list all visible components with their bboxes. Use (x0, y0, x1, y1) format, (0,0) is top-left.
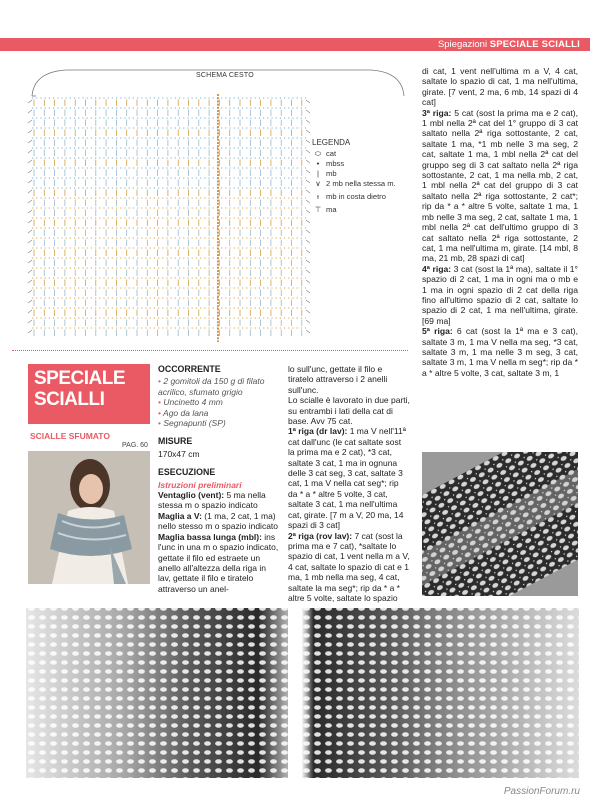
list-item (158, 418, 280, 428)
chart-mark (28, 330, 32, 333)
chart-mark (28, 270, 32, 273)
row-text: 6 cat (sost la 1ª ma e 3 cat), saltate 3 m, 1 ma V nella ma seg, *3 cat, saltate 3 m, 1 ma nelle 3 m seg, 3 cat, saltate 3 m, 1 ma V nella m seg*; rip da * a * altre 5 volte, 3 cat, saltate 3 m, 1 (422, 326, 578, 378)
chart-mark (28, 250, 32, 253)
chart-mark (306, 260, 310, 263)
chart-title: SCHEMA CESTO (196, 72, 254, 79)
chart-mark (306, 220, 310, 223)
paragraph (422, 326, 578, 378)
paragraph: di cat, 1 vent nell'ultima m a V, 4 cat, saltate lo spazio di cat, 1 ma nell'ultima, girate. [7 vent, 2 ma, 6 mb, 14 spazi di 4 cat] (422, 66, 578, 108)
section-heading: OCCORRENTE (158, 364, 221, 374)
chart-mark (306, 110, 310, 113)
chart-mark (306, 100, 310, 103)
chart-mark (306, 310, 310, 313)
chart-mark (306, 320, 310, 323)
term-text: 5 ma nella stessa m o spazio indicato (158, 490, 266, 511)
chart-mark (306, 150, 310, 153)
paragraph (158, 490, 280, 511)
legend-label: mbss (326, 159, 345, 168)
chart-mark (28, 120, 32, 123)
chart-mark (28, 190, 32, 193)
term-text: (1 ma, 2 cat, 1 ma) nello stesso m o spazio indicato (158, 510, 279, 532)
watermark: PassionForum.ru (503, 786, 580, 797)
legend-item (312, 159, 402, 169)
row-label: 1ª riga (dr lav): (288, 426, 348, 437)
banner-line: SPECIALE (34, 368, 126, 389)
section-heading: ESECUZIONE (158, 467, 216, 478)
crochet-chart (26, 64, 411, 350)
material-text: Uncinetto 4 mm (163, 397, 223, 408)
chart-mark (28, 130, 32, 133)
chart-mark (306, 210, 310, 213)
term-label: Maglia a V: (158, 510, 202, 521)
materials-column (158, 364, 280, 594)
t-icon: ⊤ (314, 205, 322, 214)
chart-mark (28, 310, 32, 313)
chart-mark (306, 120, 310, 123)
chart-mark (28, 180, 32, 183)
special-banner (28, 364, 150, 424)
section-title: SPECIALE SCIALLI (489, 39, 580, 50)
legend-label: mb (326, 169, 337, 178)
material-text: 2 gomitoli da 150 g di filato acrilico, sfumato grigio (158, 376, 265, 397)
subheading: Istruzioni preliminari (158, 479, 242, 490)
material-text: Ago da lana (163, 407, 209, 418)
list-item (158, 397, 280, 407)
chart-mark (306, 190, 310, 193)
section-label: Spiegazioni (437, 39, 488, 50)
dot-icon: • (316, 159, 320, 168)
legend-label: 2 mb nella stessa m. (326, 179, 396, 188)
term-label: Ventaglio (vent): (158, 490, 225, 501)
row-text: 3 cat (sost la 1ª ma), saltate il 1° spazio di 2 cat, 1 ma in ogni ma o mb e 1 ma in ogni spazio di 2 cat della riga fino all'ultimo spazio di 2 cat, saltate lo spazio di 2 cat, 1 ma nell'ultima, girate. [69 ma] (422, 263, 578, 326)
paragraph (158, 511, 280, 532)
instructions-middle-column (288, 364, 410, 603)
chart-mark (306, 300, 310, 303)
legend-item (312, 205, 402, 215)
chart-mark (306, 160, 310, 163)
chart-mark (306, 140, 310, 143)
section-heading: MISURE (158, 436, 193, 447)
legend-label: ma (326, 205, 337, 214)
chart-mark (28, 140, 32, 143)
chart-mark (28, 300, 32, 303)
legend-title: LEGENDA (312, 138, 351, 147)
row-label: 5ª riga: (422, 326, 453, 337)
chart-mark (28, 230, 32, 233)
chart-mark (28, 290, 32, 293)
paragraph (158, 532, 280, 594)
chart-mark (306, 240, 310, 243)
material-text: Segnapunti (SP) (163, 418, 226, 429)
chart-mark (28, 160, 32, 163)
bullet-icon: • (158, 376, 161, 387)
chart-mark (28, 100, 32, 103)
paragraph: lo sull'unc, gettate il filo e tiratelo attraverso i 2 anelli sull'unc. (288, 364, 388, 395)
row-text: 7 cat (sost la prima ma e 7 cat), *saltate lo spazio di cat, 1 vent nella m a V, 4 cat, saltate lo spazio di cat e 1 ma, 1 mb nella ma seg, 4 cat, saltate la ma seg*; rip da * a * altre 5 volte, saltate lo spazio (288, 530, 410, 603)
paragraph (288, 426, 410, 530)
post-icon: ᵼ (317, 192, 319, 201)
chart-mark (306, 180, 310, 183)
legend (312, 138, 402, 215)
legend-item (312, 149, 402, 159)
chart-mark (306, 200, 310, 203)
chart-mark (306, 330, 310, 333)
chart-mark (306, 230, 310, 233)
term-text: ins l'unc in una m o spazio indicato, gettate il filo ed estraete un anello all'altezza della riga in lav, gettate il filo e tiratelo attraverso un anel- (158, 531, 279, 594)
chart-mark (28, 240, 32, 243)
chart-mark (306, 270, 310, 273)
instructions-right-column (422, 66, 578, 378)
legend-item (312, 192, 402, 202)
row-label: 4ª riga: (422, 263, 452, 274)
chart-mark (28, 200, 32, 203)
paragraph (422, 108, 578, 264)
chart-mark (28, 280, 32, 283)
legend-label: mb in costa dietro (326, 192, 386, 201)
header-bar (0, 38, 590, 51)
v-icon: ∨ (315, 179, 321, 188)
chart-mark (306, 280, 310, 283)
chart-mark (306, 130, 310, 133)
paragraph (422, 264, 578, 326)
chart-mark (28, 320, 32, 323)
chart-mark (306, 170, 310, 173)
shawl-photo (26, 604, 579, 784)
article-subtitle: SCIALLE SFUMATO (30, 431, 110, 441)
chart-mark (28, 150, 32, 153)
paragraph: Lo scialle è lavorato in due parti, su entrambi i lati della cat di base. Avv 75 cat. (288, 395, 410, 427)
term-label: Maglia bassa lunga (mbl): (158, 531, 262, 542)
bullet-icon: • (158, 407, 161, 418)
chart-mark (28, 220, 32, 223)
section-header (438, 38, 580, 51)
page-reference: PAG. 60 (122, 442, 148, 449)
ellipse-icon: ⬭ (314, 149, 322, 158)
bullet-icon: • (158, 397, 161, 408)
chart-mark (306, 290, 310, 293)
chart-mark (28, 170, 32, 173)
row-text: 1 ma V nell'11ª cat dall'unc (le cat saltate sost la prima ma e 2 cat), *3 cat, saltate 3 cat, 1 ma in ognuna delle 3 cat seg, 3 cat, saltate 3 cat, 1 ma V nella cat seg*; rip da * a * altre 5 volte, 3 cat, saltate 3 cat, 1 ma nell'ultima cat, girate. [7 m a V, 20 ma, 14 spazi di 3 cat] (288, 426, 406, 531)
chart-mark (28, 210, 32, 213)
chart-mark (28, 110, 32, 113)
legend-item (312, 169, 402, 179)
banner-title (34, 368, 125, 410)
chart-mark (306, 250, 310, 253)
legend-item (312, 179, 402, 189)
bullet-icon: • (158, 418, 161, 429)
row-text: 5 cat (sost la prima ma e 2 cat), 1 mbl nella 2ª cat del 1° gruppo di 3 cat saltato nella 2ª riga sottostante, 2 cat, saltate 1 ma, *1 mb nelle 3 ma seg, 2 cat, saltate 1 ma, 1 mbl nella 2ª cat del gruppo seg di 3 cat saltato nella 2ª riga sottostante, 2 cat, 1 ma nella mb, 2 cat, 1 mbl nella 2ª cat del gruppo di 3 cat saltato nella 2ª riga sottostante, 2 cat*; rip da * a * altre 5 volte, saltate 1 ma, 1 mb nelle 3 ma seg, 2 cat, saltate 1 ma, 1 mbl nella 2ª cat dell'ultimo gruppo di 3 cat saltato nella 2ª riga sottostante, 2 cat, 1 ma nell'ultima m, girate. [14 mbl, 8 ma, 21 mb, 28 spazi di cat] (422, 107, 578, 264)
chart-mark (28, 260, 32, 263)
lace-detail-photo (422, 452, 578, 596)
measure-value: 170x47 cm (158, 448, 200, 459)
section-divider (12, 350, 408, 351)
banner-line: SCIALLI (34, 389, 105, 410)
model-photo (28, 451, 150, 584)
paragraph (288, 531, 410, 604)
row-label: 3ª riga: (422, 107, 452, 118)
list-item (158, 408, 280, 418)
stick-icon: | (317, 169, 319, 178)
legend-label: cat (326, 149, 337, 158)
list-item (158, 376, 280, 397)
row-label: 2ª riga (rov lav): (288, 530, 353, 541)
